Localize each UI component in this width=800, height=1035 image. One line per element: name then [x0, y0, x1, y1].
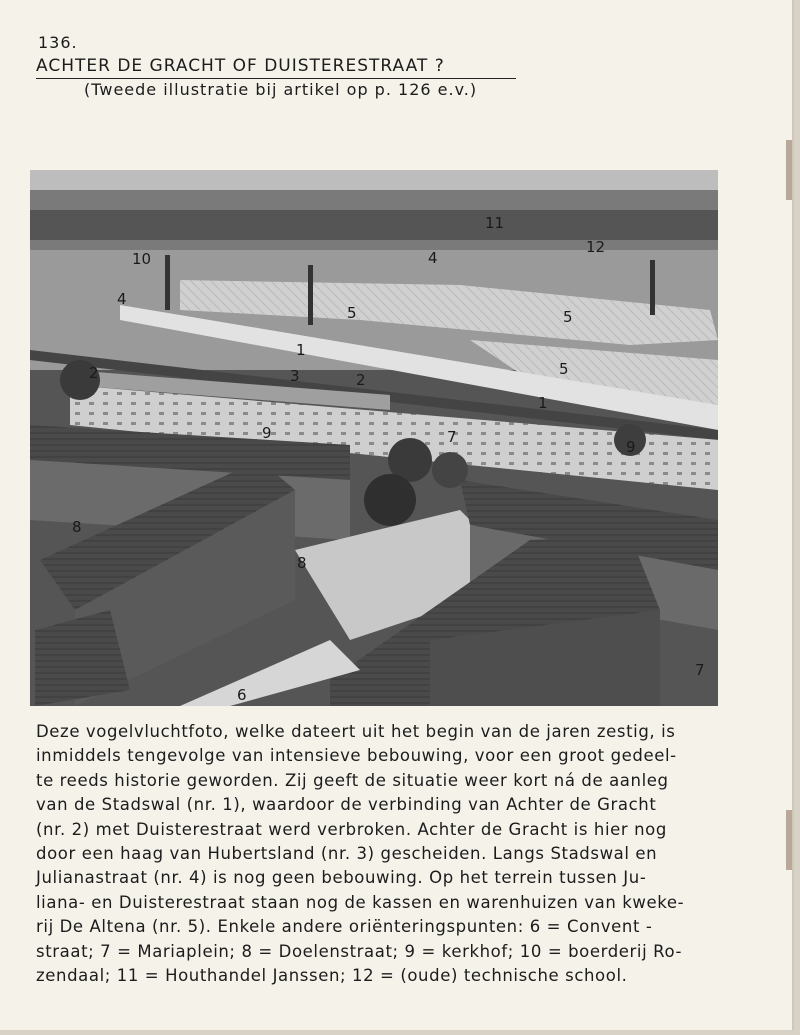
photo-label: 2: [89, 364, 99, 382]
caption-line: door een haag van Hubertsland (nr. 3) gescheiden. Langs Stadswal en: [36, 844, 658, 864]
caption-line: te reeds historie geworden. Zij geeft de situatie weer kort ná de aanleg: [36, 770, 669, 790]
caption-line: rij De Altena (nr. 5). Enkele andere oriënteringspunten: 6 = Convent -: [36, 917, 653, 937]
aerial-photo: [30, 170, 718, 706]
caption-line: zendaal; 11 = Houthandel Janssen; 12 = (oude) technische school.: [36, 966, 628, 986]
photo-label: 7: [447, 428, 457, 446]
page-number: 136.: [38, 33, 78, 52]
photo-label: 6: [237, 686, 247, 704]
photo-caption: [36, 720, 756, 988]
photo-label: 10: [132, 250, 152, 268]
photo-label: 1: [538, 394, 548, 412]
caption-line: Julianastraat (nr. 4) is nog geen bebouwing. Op het terrein tussen Ju-: [36, 868, 647, 888]
caption-line: (nr. 2) met Duisterestraat werd verbroken. Achter de Gracht is hier nog: [36, 819, 667, 839]
photo-label: 8: [297, 554, 307, 572]
caption-line: van de Stadswal (nr. 1), waardoor de verbinding van Achter de Gracht: [36, 795, 657, 815]
photo-label: 3: [290, 367, 300, 385]
page-edge-mark: [786, 140, 792, 200]
photo-label: 5: [347, 304, 357, 322]
photo-label: 4: [117, 290, 127, 308]
caption-line: liana- en Duisterestraat staan nog de kassen en warenhuizen van kweke-: [36, 892, 685, 912]
caption-line: inmiddels tengevolge van intensieve bebouwing, voor een groot gedeel-: [36, 746, 677, 766]
photo-label: 5: [559, 360, 569, 378]
photo-label: 2: [356, 371, 366, 389]
caption-line: Deze vogelvluchtfoto, welke dateert uit het begin van de jaren zestig, is: [36, 722, 676, 741]
photo-label: 8: [72, 518, 82, 536]
photo-label: 9: [626, 438, 636, 456]
photo-label: 4: [428, 249, 438, 267]
page-subtitle: (Tweede illustratie bij artikel op p. 126 e.v.): [84, 80, 478, 99]
caption-line: straat; 7 = Mariaplein; 8 = Doelenstraat; 9 = kerkhof; 10 = boerderij Ro-: [36, 941, 683, 961]
photo-label: 11: [485, 214, 505, 232]
photo-label: 1: [296, 341, 306, 359]
aerial-photo-illustration: [30, 170, 718, 706]
photo-label: 5: [563, 308, 573, 326]
photo-label: 9: [262, 424, 272, 442]
page-edge-mark: [786, 810, 792, 870]
page-title: ACHTER DE GRACHT OF DUISTERESTRAAT ?: [36, 56, 516, 79]
photo-label: 12: [586, 238, 606, 256]
photo-label: 7: [695, 661, 705, 679]
